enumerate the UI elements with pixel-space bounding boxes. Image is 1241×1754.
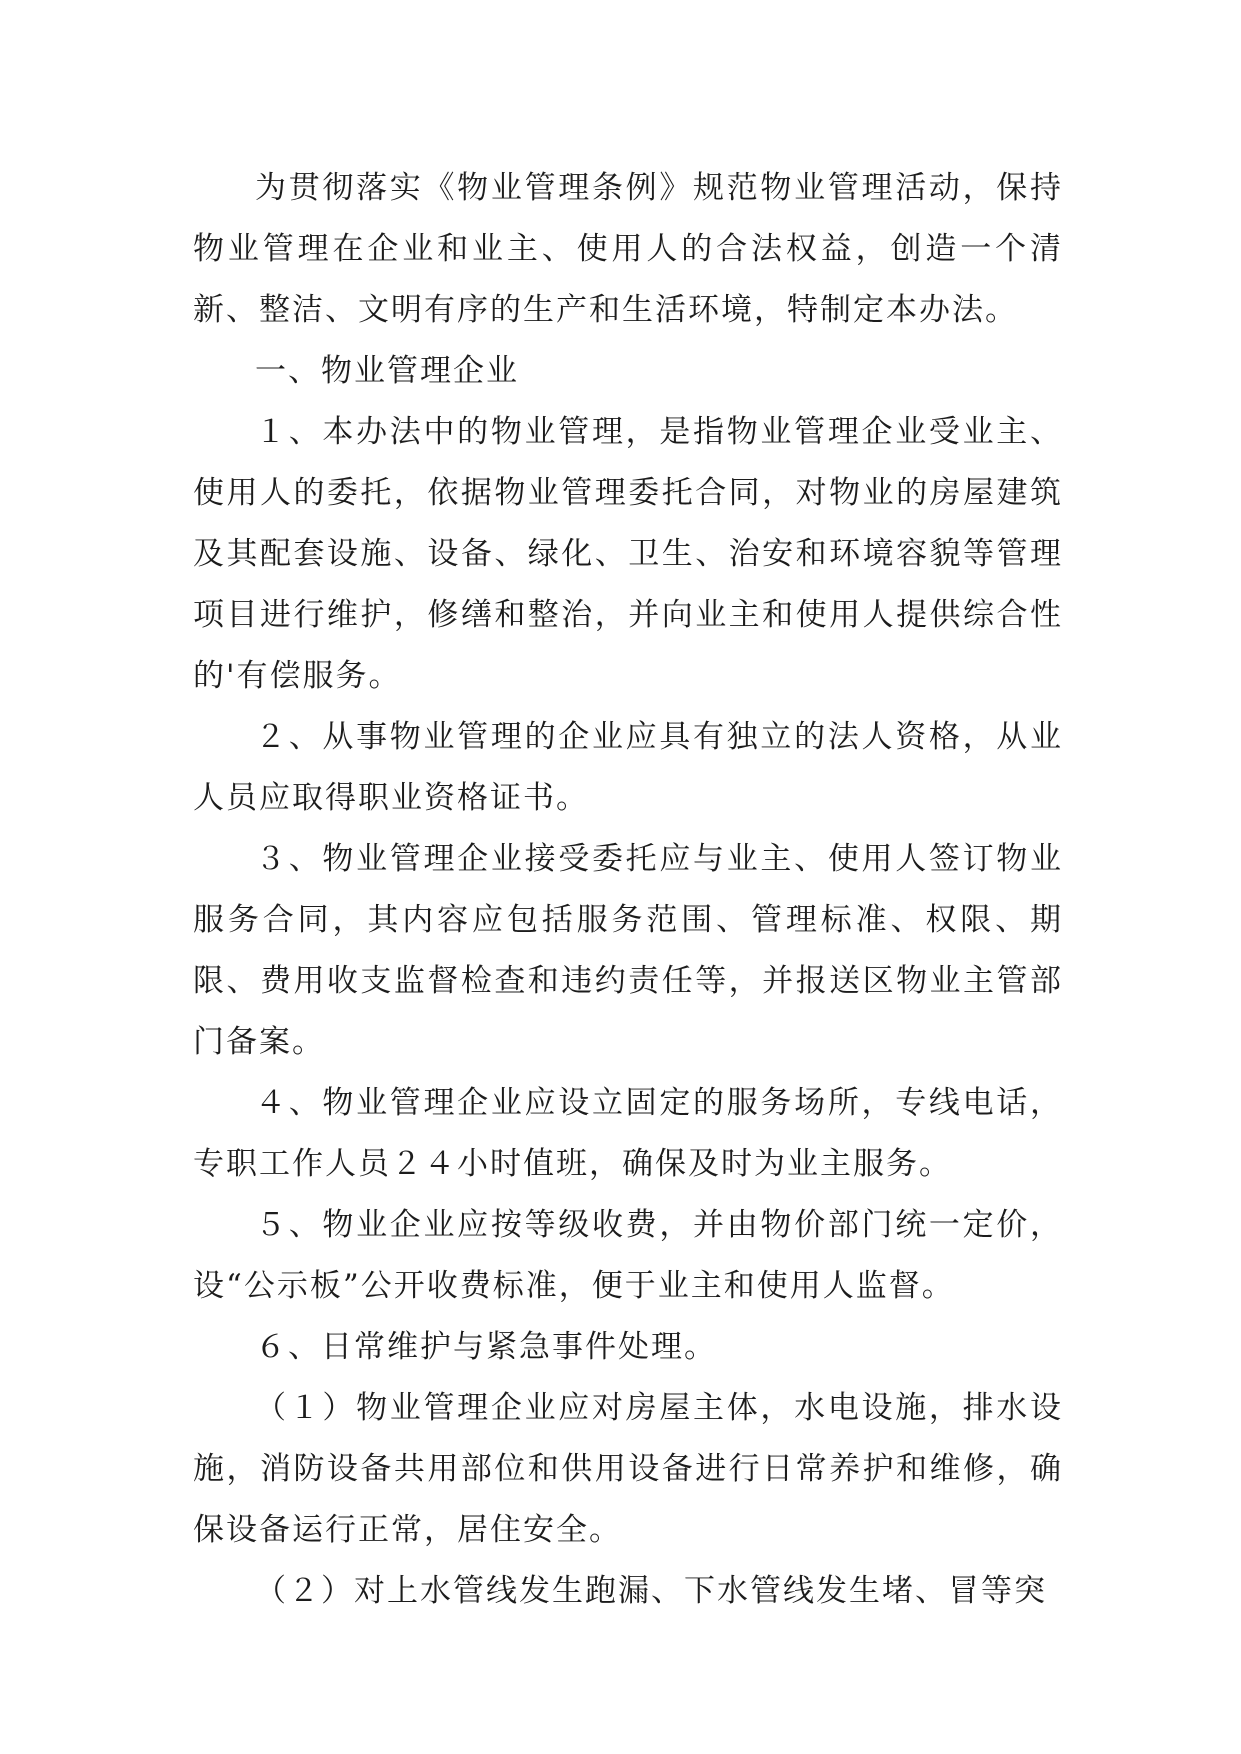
paragraph-subitem-2: （２）对上水管线发生跑漏、下水管线发生堵、冒等突 (255, 1573, 1047, 1609)
section-heading-property-management-enterprise: 一、物业管理企业 (255, 353, 519, 389)
paragraph-item-6: ６、日常维护与紧急事件处理。 (255, 1329, 717, 1365)
paragraph-item-5: ５、物业企业应按等级收费，并由物价部门统一定价，设“公示板”公开收费标准，便于业主和使用人监督。 (193, 1207, 1063, 1304)
paragraph-item-2: ２、从事物业管理的企业应具有独立的法人资格，从业人员应取得职业资格证书。 (193, 719, 1063, 816)
paragraph-intro: 为贯彻落实《物业管理条例》规范物业管理活动，保持物业管理在企业和业主、使用人的合法权益，创造一个清新、整洁、文明有序的生产和生活环境，特制定本办法。 (193, 170, 1063, 328)
paragraph-subitem-1: （１）物业管理企业应对房屋主体，水电设施，排水设施，消防设备共用部位和供用设备进行日常养护和维修，确保设备运行正常，居住安全。 (193, 1390, 1063, 1548)
document-body (193, 158, 1063, 1622)
paragraph-item-4: ４、物业管理企业应设立固定的服务场所，专线电话，专职工作人员２４小时值班，确保及时为业主服务。 (193, 1085, 1063, 1182)
paragraph-item-1: １、本办法中的物业管理，是指物业管理企业受业主、使用人的委托，依据物业管理委托合同，对物业的房屋建筑及其配套设施、设备、绿化、卫生、治安和环境容貌等管理项目进行维护，修缮和整治，并向业主和使用人提供综合性的'有偿服务。 (193, 414, 1063, 694)
paragraph-item-3: ３、物业管理企业接受委托应与业主、使用人签订物业服务合同，其内容应包括服务范围、管理标准、权限、期限、费用收支监督检查和违约责任等，并报送区物业主管部门备案。 (193, 841, 1063, 1060)
